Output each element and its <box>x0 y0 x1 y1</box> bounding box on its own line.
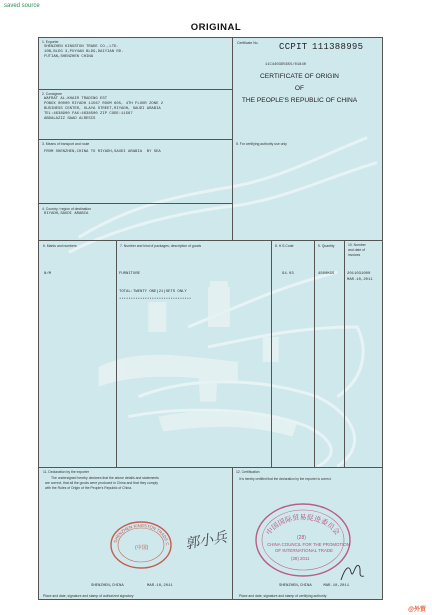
box-certification <box>233 468 383 600</box>
hs-code-header: 8. H.S.Code <box>275 244 294 248</box>
declaration-place-date: SHENZHEN,CHINA MAR.10,2011 <box>91 584 173 588</box>
goods-stars: ******************************* <box>119 298 192 302</box>
exporter-stamp-text: SHENZHEN KINGSTON TRADE C <box>112 522 171 546</box>
invoice-header-3: invoices <box>348 253 361 257</box>
ccpit-stamp-line-4: (28) 2011 <box>291 556 310 561</box>
goods-total: TOTAL:TWENTY ONE(21)SETS ONLY <box>119 290 187 294</box>
corner-logo: @外贸 <box>408 607 426 613</box>
ccpit-stamp-line-2: CHINA COUNCIL FOR THE PROMOTION <box>267 542 350 547</box>
consignee-line-2: POBOX 00000 RIYADH 11567 ROOM 605, 4TH FLOOR ZONE 2 <box>44 102 164 106</box>
destination-label: 4. Country / region of destination <box>42 207 92 211</box>
box-certifying-authority <box>233 140 383 241</box>
consignee-line-3: BUSINESS CENTER, OLAYA STREET,RIYADH, SAUDI ARABIA <box>44 107 161 111</box>
exporter-line-2: 10B,BLDG 3,PUYUAN BLDG,DAIYIAN RD. <box>44 50 124 54</box>
invoice-header-2: and date of <box>348 248 365 252</box>
certifier-signature <box>337 558 367 586</box>
svg-text:中国国际贸易促进委员会 <box>264 512 342 536</box>
ccpit-stamp-line-1: (28) <box>297 535 306 541</box>
box-destination <box>39 204 233 241</box>
exporter-line-1: SHENZHEN KINGSTON TRADE CO.,LTD. <box>44 45 119 49</box>
top-watermark-text: saved source <box>4 3 40 9</box>
quantity-value: 4500KGS <box>318 272 335 276</box>
ccpit-prefix: CCPIT <box>279 42 308 52</box>
description-header: 7. Number and kind of packages; description of goods <box>120 244 202 248</box>
quantity-header: 9. Quantity <box>318 244 335 248</box>
certification-text: It is hereby certified that the declaration by the exporter is correct. <box>239 477 332 481</box>
certification-label: 12. Certification <box>236 470 260 474</box>
document-title: ORIGINAL <box>190 22 242 33</box>
certificate-no-label: Certificate No. <box>237 41 259 45</box>
exporter-stamp-center: (中国) <box>135 545 149 551</box>
box-exporter <box>39 38 233 90</box>
box-consignee <box>39 90 233 140</box>
certificate-heading: CERTIFICATE OF ORIGIN <box>260 73 339 80</box>
declaration-text-3: with the Rules of Origin of the People's Republic of China. <box>45 486 132 490</box>
column-marks <box>39 241 117 468</box>
consignee-line-4: TEL:4638900 FAX:4638500 ZIP CODE:11567 <box>44 112 133 116</box>
exporter-signature: 郭小兵 <box>184 529 229 553</box>
certification-place-date: SHENZHEN,CHINA MAR.10,2011 <box>279 584 350 588</box>
exporter-label: 1. Exporter <box>42 40 59 44</box>
invoice-date: MAR.10,2011 <box>347 278 373 282</box>
column-quantity <box>315 241 345 468</box>
ccpit-stamp-line-3: OF INTERNATIONAL TRADE <box>275 548 333 553</box>
invoice-header-1: 10. Number <box>348 243 366 247</box>
invoice-number: 2011031000 <box>347 272 371 276</box>
goods-description: FURNITURE <box>119 272 141 276</box>
transport-label: 3. Means of transport and route <box>42 142 90 146</box>
declaration-text-1: The undersigned hereby declares that the above details and statements <box>51 476 159 480</box>
marks-header: 6. Marks and numbers <box>43 244 77 248</box>
column-invoice <box>345 241 383 468</box>
box-transport <box>39 140 233 204</box>
certificate-form <box>38 37 383 600</box>
certificate-number: 111388995 <box>312 42 364 52</box>
certificate-small-number: 11C4403D5655/01840 <box>265 63 307 67</box>
destination-country: RIYADH,SAUDI ARABIA <box>44 212 89 216</box>
consignee-line-5: ABDALAZIZ SAAD ALRESIS <box>44 117 96 121</box>
exporter-company-stamp <box>109 520 173 570</box>
column-hs-code <box>272 241 315 468</box>
exporter-line-3: FUTIAN,SHENZHEN CHINA <box>44 55 94 59</box>
consignee-line-1: WAFRAT AL-KHAIR TRADING EST <box>44 97 108 101</box>
certificate-heading-of: OF <box>294 85 305 92</box>
column-description <box>117 241 272 468</box>
consignee-label: 2. Consignee <box>42 92 62 96</box>
certifying-authority-label: 5. For certifying authority use only <box>236 142 287 146</box>
declaration-text-2: are correct, that all the goods were produced in China and that they comply <box>45 481 158 485</box>
declaration-label: 11. Declaration by the exporter <box>43 470 90 474</box>
box-exporter-declaration <box>39 468 233 600</box>
ccpit-stamp-chinese: 中国国际贸易促进委员会 <box>264 513 342 537</box>
marks-value: N/M <box>44 272 52 276</box>
declaration-footer: Place and date, signature and stamp of authorized signatory <box>43 594 134 598</box>
hs-code-value: 94.03 <box>282 272 294 276</box>
certificate-heading-country: THE PEOPLE'S REPUBLIC OF CHINA <box>241 97 358 104</box>
transport-route: FROM SHENZHEN,CHINA TO RIYADH,SAUDI ARABIA BY SEA <box>44 150 161 154</box>
certification-footer: Place and date, signature and stamp of certifying authority <box>239 594 327 598</box>
